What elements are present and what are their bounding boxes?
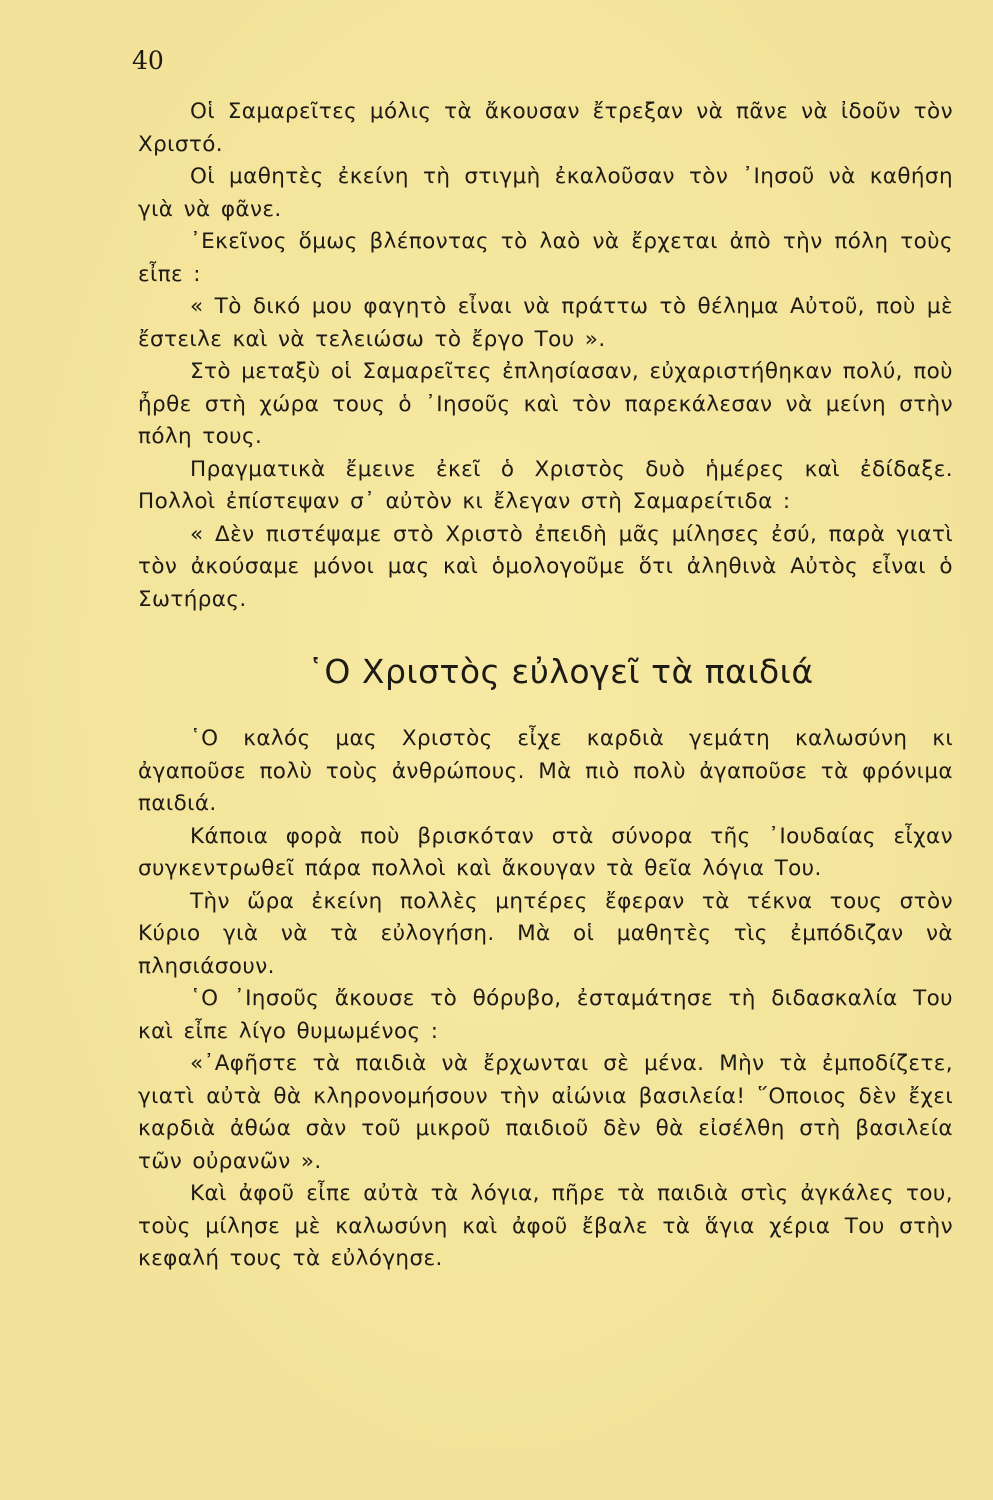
- paragraph: Κάποια φορὰ ποὺ βρισκόταν στὰ σύνορα τῆς ᾿Ιουδαίας εἶχαν συγκεντρωθεῖ πάρα πολλοὶ καὶ ἄκουγαν τὰ θεῖα λόγια Του.: [138, 823, 953, 881]
- paragraph: « Δὲν πιστέψαμε στὸ Χριστὸ ἐπειδὴ μᾶς μίλησες ἐσύ, παρὰ γιατὶ τὸν ἀκούσαμε μόνοι μας καὶ ὁμολογοῦμε ὅτι ἀληθινὰ Αὐτὸς εἶναι ὁ Σωτήρας.: [138, 521, 953, 612]
- section-blesses-children: [138, 723, 953, 1276]
- paragraph: ῾Ο καλός μας Χριστὸς εἶχε καρδιὰ γεμάτη καλωσύνη κι ἀγαποῦσε πολὺ τοὺς ἀνθρώπους. Μὰ πιὸ πολὺ ἀγαποῦσε τὰ φρόνιμα παιδιά.: [138, 726, 953, 816]
- paragraph: Τὴν ὥρα ἐκείνη πολλὲς μητέρες ἔφεραν τὰ τέκνα τους στὸν Κύριο γιὰ νὰ τὰ εὐλογήση. Μὰ οἱ μαθητὲς τὶς ἐμπόδιζαν νὰ πλησιάσουν.: [138, 888, 953, 979]
- paragraph: Καὶ ἀφοῦ εἶπε αὐτὰ τὰ λόγια, πῆρε τὰ παιδιὰ στὶς ἀγκάλες του, τοὺς μίλησε μὲ καλωσύνη καὶ ἀφοῦ ἔβαλε τὰ ἅγια χέρια Του στὴν κεφαλή τους τὰ εὐλόγησε.: [138, 1181, 953, 1271]
- text-column: [138, 96, 953, 1276]
- paragraph: « Τὸ δικό μου φαγητὸ εἶναι νὰ πράττω τὸ θέλημα Αὐτοῦ, ποὺ μὲ ἔστειλε καὶ νὰ τελειώσω τὸ ἔργο Του ».: [138, 294, 953, 352]
- page-number: 40: [132, 46, 164, 75]
- paragraph: Στὸ μεταξὺ οἱ Σαμαρεῖτες ἐπλησίασαν, εὐχαριστήθηκαν πολύ, ποὺ ἦρθε στὴ χώρα τους ὁ ᾿Ιησοῦς καὶ τὸν παρεκάλεσαν νὰ μείνη στὴν πόλη τους.: [138, 359, 953, 449]
- paragraph: ῾Ο ᾿Ιησοῦς ἄκουσε τὸ θόρυβο, ἐσταμάτησε τὴ διδασκαλία Του καὶ εἶπε λίγο θυμωμένος :: [138, 986, 953, 1044]
- paragraph: Οἱ μαθητὲς ἐκείνη τὴ στιγμὴ ἐκαλοῦσαν τὸν ᾿Ιησοῦ νὰ καθήση γιὰ νὰ φᾶνε.: [138, 164, 953, 222]
- paragraph: Οἱ Σαμαρεῖτες μόλις τὰ ἄκουσαν ἔτρεξαν νὰ πᾶνε νὰ ἰδοῦν τὸν Χριστό.: [138, 99, 953, 157]
- section-samaritans: [138, 96, 953, 616]
- section-heading: ῾Ο Χριστὸς εὐλογεῖ τὰ παιδιά: [307, 652, 814, 691]
- paragraph: Πραγματικὰ ἔμεινε ἐκεῖ ὁ Χριστὸς δυὸ ἡμέρες καὶ ἐδίδαξε. Πολλοὶ ἐπίστεψαν σ᾿ αὐτὸν κι ἔλεγαν στὴ Σαμαρείτιδα :: [138, 456, 953, 514]
- paragraph: ᾿Εκεῖνος ὅμως βλέποντας τὸ λαὸ νὰ ἔρχεται ἀπὸ τὴν πόλη τοὺς εἶπε :: [138, 229, 953, 287]
- paragraph: «᾿Αφῆστε τὰ παιδιὰ νὰ ἔρχωνται σὲ μένα. Μὴν τὰ ἐμποδίζετε, γιατὶ αὐτὰ θὰ κληρονομήσουν τὴν αἰώνια βασιλεία! ῞Οποιος δὲν ἔχει καρδιὰ ἀθώα σὰν τοῦ μικροῦ παιδιοῦ δὲν θὰ εἰσέλθη στὴ βασιλεία τῶν οὐρανῶν ».: [138, 1051, 953, 1174]
